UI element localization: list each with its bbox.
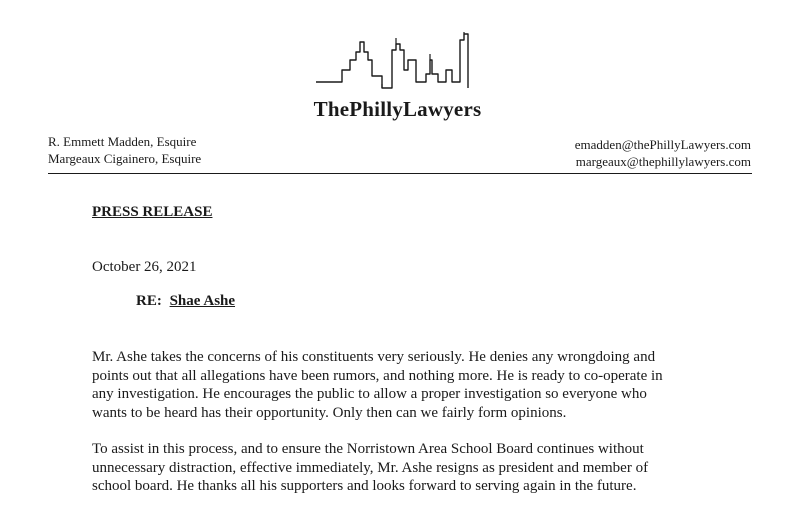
paragraph-line: unnecessary distraction, effective immediately, Mr. Ashe resigns as president and member of bbox=[92, 459, 649, 476]
firm-logo-text: ThePhillyLawyers bbox=[313, 97, 482, 121]
paragraph-line: school board. He thanks all his supporters and looks forward to serving again in the future. bbox=[92, 478, 637, 494]
skyline-logo-icon bbox=[312, 30, 492, 98]
paragraph-line: To assist in this process, and to ensure the Norristown Area School Board continues without bbox=[92, 441, 644, 457]
body-paragraph bbox=[92, 440, 772, 496]
paragraph-line: points out that all allegations have been rumors, and nothing more. He is ready to co-operate in bbox=[92, 367, 663, 384]
attorney-emails bbox=[575, 136, 751, 170]
document-heading: PRESS RELEASE bbox=[92, 204, 213, 220]
email-address: margeaux@thephillylawyers.com bbox=[575, 154, 751, 169]
re-line bbox=[136, 293, 235, 310]
re-subject: Shae Ashe bbox=[169, 293, 236, 309]
release-date: October 26, 2021 bbox=[92, 259, 197, 275]
paragraph-line: Mr. Ashe takes the concerns of his constituents very seriously. He denies any wrongdoing and bbox=[92, 349, 656, 365]
body-paragraph bbox=[92, 348, 772, 422]
attorney-names bbox=[48, 133, 201, 167]
letterhead-divider bbox=[48, 173, 752, 174]
paragraph-line: any investigation. He encourages the public to allow a proper investigation so everyone who bbox=[92, 386, 647, 402]
paragraph-line: wants to be heard has their opportunity. Only then can we fairly form opinions. bbox=[92, 404, 567, 421]
re-label: RE: bbox=[136, 293, 162, 309]
attorney-name: R. Emmett Madden, Esquire bbox=[48, 134, 197, 149]
attorney-name: Margeaux Cigainero, Esquire bbox=[48, 151, 202, 166]
email-address: emadden@thePhillyLawyers.com bbox=[574, 137, 751, 152]
